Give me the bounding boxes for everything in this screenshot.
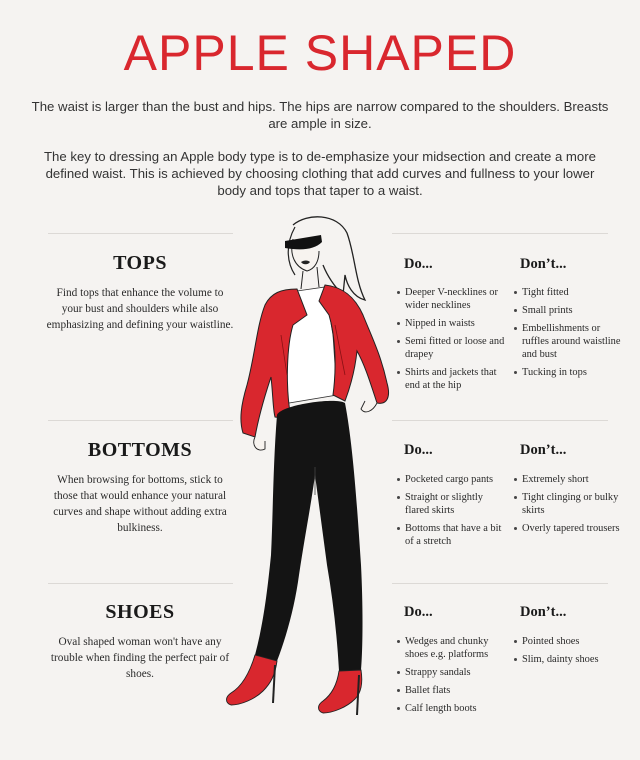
page-title: APPLE SHAPED [123,25,517,81]
divider-left-top [48,233,233,234]
bullet-icon [397,689,400,692]
bullet-icon [514,309,517,312]
bottoms-section-title: BOTTOMS [87,439,193,461]
tops-do-heading: Do... [404,256,433,272]
list-item: Pointed shoes [514,635,626,648]
bullet-icon [397,322,400,325]
bullet-icon [397,291,400,294]
shoes-do-heading: Do... [404,604,433,620]
bullet-icon [514,640,517,643]
bullet-icon [397,527,400,530]
list-item: Tight clinging or bulky skirts [514,491,626,517]
bullet-icon [514,658,517,661]
list-item: Calf length boots [397,702,505,715]
bullet-icon [397,640,400,643]
bullet-icon [397,478,400,481]
tops-section-title: TOPS [113,252,167,274]
tops-dont-list [514,286,626,384]
shoes-section-title: SHOES [105,601,175,623]
divider-left-mid [48,420,233,421]
tops-dont-heading: Don’t... [520,256,567,272]
bullet-icon [514,371,517,374]
list-item: Wedges and chunky shoes e.g. platforms [397,635,505,661]
bullet-icon [514,527,517,530]
shoes-dont-heading: Don’t... [520,604,567,620]
bottoms-dont-list [514,473,626,540]
shoes-section-description: Oval shaped woman won't have any trouble when finding the perfect pair of shoes. [50,636,230,680]
list-item: Bottoms that have a bit of a stretch [397,522,505,548]
bullet-icon [397,496,400,499]
list-item: Tight fitted [514,286,626,299]
bullet-icon [397,671,400,674]
bottoms-do-heading: Do... [404,442,433,458]
bullet-icon [514,478,517,481]
woman-figure-illustration [215,205,405,725]
bullet-icon [514,327,517,330]
bullet-icon [397,707,400,710]
list-item: Semi fitted or loose and drapey [397,335,505,361]
divider-right-bottom [392,583,608,584]
bottoms-section-description: When browsing for bottoms, stick to those that would enhance your natural curves and shape without adding extra bulkiness. [53,474,227,534]
list-item: Overly tapered trousers [514,522,626,535]
tops-section-description: Find tops that enhance the volume to your bust and shoulders while also emphasizing and defining your waistline. [46,287,234,331]
list-item: Small prints [514,304,626,317]
intro-dressing-tip-text: The key to dressing an Apple body type is to de-emphasize your midsection and create a more defined waist. This is achieved by choosing clothing that add curves and fullness to your lower body and tops that taper to a waist. [44,149,596,198]
bullet-icon [514,496,517,499]
divider-right-mid [392,420,608,421]
list-item: Slim, dainty shoes [514,653,626,666]
list-item: Deeper V-necklines or wider necklines [397,286,505,312]
shoes-dont-list [514,635,626,671]
list-item: Tucking in tops [514,366,626,379]
list-item: Shirts and jackets that end at the hip [397,366,505,392]
list-item: Nipped in waists [397,317,505,330]
divider-right-top [392,233,608,234]
bottoms-dont-heading: Don’t... [520,442,567,458]
bullet-icon [514,291,517,294]
shoes-do-list [397,635,505,720]
list-item: Embellishments or ruffles around waistline and bust [514,322,626,361]
list-item: Pocketed cargo pants [397,473,505,486]
list-item: Straight or slightly flared skirts [397,491,505,517]
bullet-icon [397,371,400,374]
list-item: Ballet flats [397,684,505,697]
bottoms-do-list [397,473,505,553]
list-item: Extremely short [514,473,626,486]
divider-left-bottom [48,583,233,584]
list-item: Strappy sandals [397,666,505,679]
intro-body-shape-text: The waist is larger than the bust and hips. The hips are narrow compared to the shoulders. Breasts are ample in size. [31,99,609,131]
tops-do-list [397,286,505,397]
bullet-icon [397,340,400,343]
